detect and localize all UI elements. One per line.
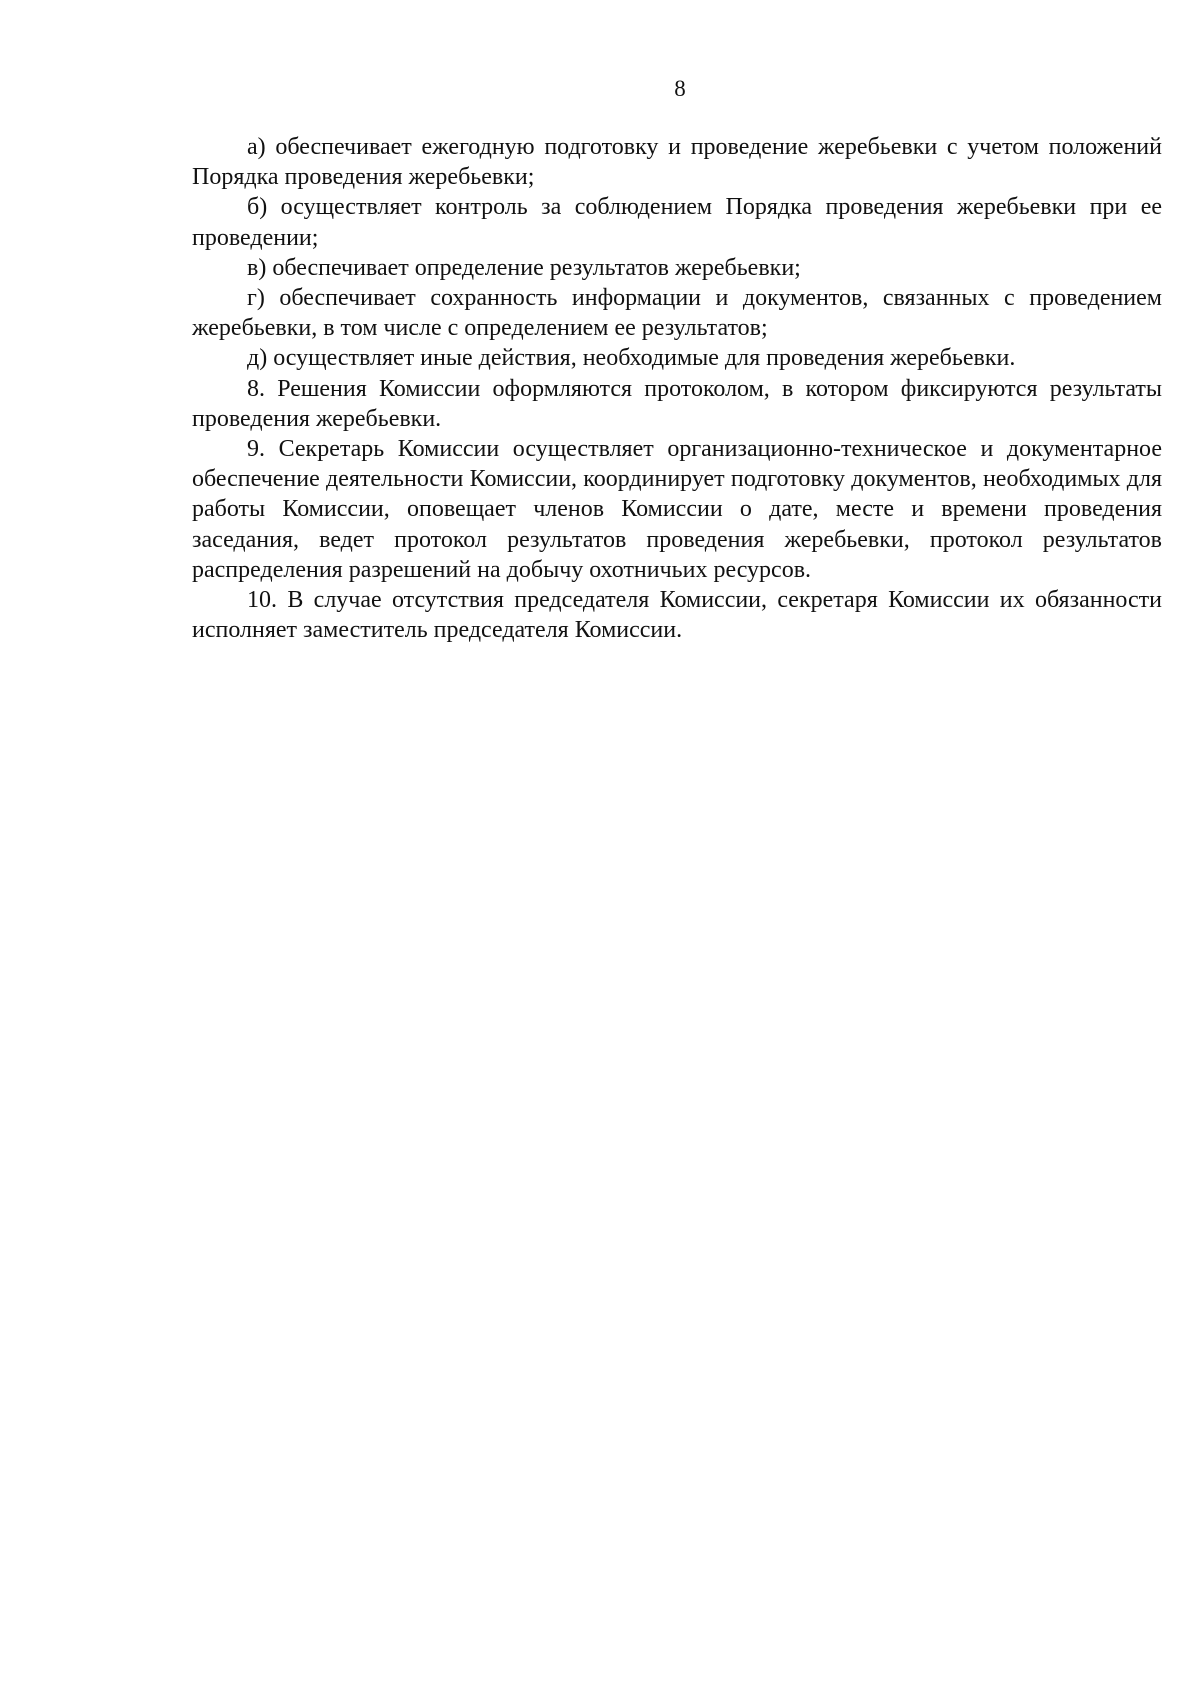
paragraph-b: б) осуществляет контроль за соблюдением Порядка проведения жеребьевки при ее проведении; <box>192 194 1162 251</box>
document-body <box>192 132 1162 645</box>
paragraph-9: 9. Секретарь Комиссии осуществляет организационно-техническое и документарное обеспечение деятельности Комиссии, координирует подготовку документов, необходимых для работы Комиссии, оповещает членов Комиссии о дате, месте и времени проведения заседания, ведет протокол результатов проведения жеребьевки, протокол результатов распределения разрешений на добычу охотничьих ресурсов. <box>192 436 1162 583</box>
paragraph-g: г) обеспечивает сохранность информации и документов, связанных с проведением жеребьевки, в том числе с определением ее результатов; <box>192 285 1162 342</box>
paragraph-d: д) осуществляет иные действия, необходимые для проведения жеребьевки. <box>247 345 1016 372</box>
paragraph-8: 8. Решения Комиссии оформляются протоколом, в котором фиксируются результаты проведения жеребьевки. <box>192 375 1162 432</box>
paragraph-a: а) обеспечивает ежегодную подготовку и проведение жеребьевки с учетом положений Порядка проведения жеребьевки; <box>192 134 1162 191</box>
paragraph-10: 10. В случае отсутствия председателя Комиссии, секретаря Комиссии их обязанности исполняет заместитель председателя Комиссии. <box>192 587 1162 644</box>
page-number: 8 <box>674 76 686 101</box>
paragraph-v: в) обеспечивает определение результатов жеребьевки; <box>247 254 801 281</box>
